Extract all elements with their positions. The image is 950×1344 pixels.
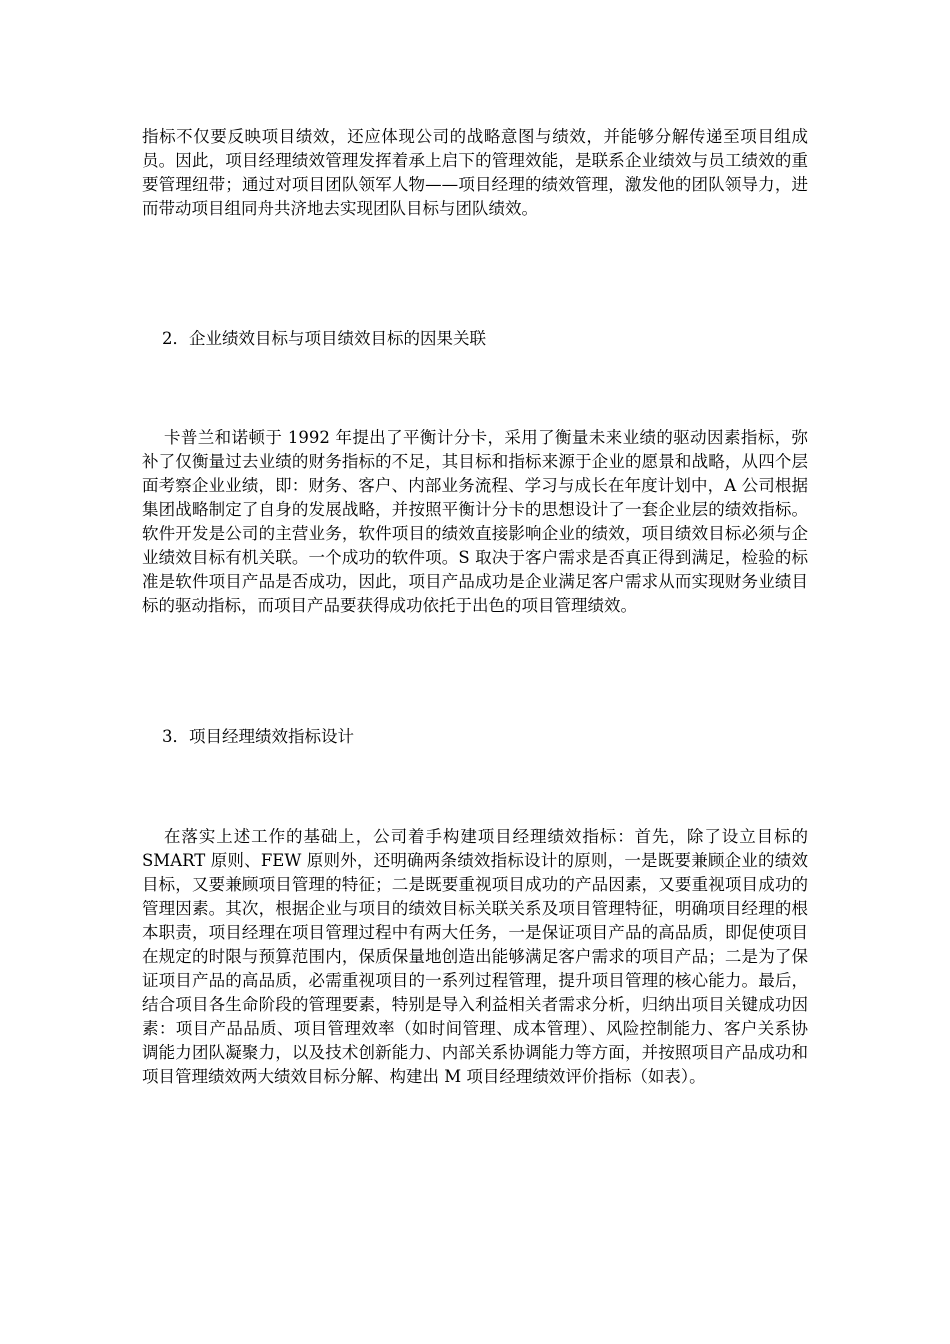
body-paragraph-3: 在落实上述工作的基础上，公司着手构建项目经理绩效指标：首先，除了设立目标的 SMART 原则、FEW 原则外，还明确两条绩效指标设计的原则，一是既要兼顾企业的绩效目标，又要兼顾项目管理的特征；二是既要重视项目成功的产品因素，又要重视项目成功的管理因素。其次，根据企业与项目的绩效目标关联关系及项目管理特征，明确项目经理的根本职责，项目经理在项目管理过程中有两大任务，一是保证项目产品的高品质，即促使项目在规定的时限与预算范围内，保质保量地创造出能够满足客户需求的项目产品；二是为了保证项目产品的高品质，必需重视项目的一系列过程管理，提升项目管理的核心能力。最后，结合项目各生命阶段的管理要素，特别是导入利益相关者需求分析，归纳出项目关键成功因素：项目产品品质、项目管理效率（如时间管理、成本管理）、风险控制能力、客户关系协调能力团队凝聚力，以及技术创新能力、内部关系协调能力等方面，并按照项目产品成功和项目管理绩效两大绩效目标分解、构建出 M 项目经理绩效评价指标（如表）。 xyxy=(142,827,808,1086)
body-paragraph-1: 指标不仅要反映项目绩效，还应体现公司的战略意图与绩效，并能够分解传递至项目组成员。因此，项目经理绩效管理发挥着承上启下的管理效能，是联系企业绩效与员工绩效的重要管理纽带；通过对项目团队领军人物——项目经理的绩效管理，激发他的团队领导力，进而带动项目组同舟共济地去实现团队目标与团队绩效。 xyxy=(142,127,808,218)
body-paragraph-2: 卡普兰和诺顿于 1992 年提出了平衡计分卡，采用了衡量未来业绩的驱动因素指标，弥补了仅衡量过去业绩的财务指标的不足，其目标和指标来源于企业的愿景和战略，从四个层面考察企业业绩，即：财务、客户、内部业务流程、学习与成长在年度计划中，A 公司根据集团战略制定了自身的发展战略，并按照平衡计分卡的思想设计了一套企业层的绩效指标。软件开发是公司的主营业务，软件项目的绩效直接影响企业的绩效，项目绩效目标必须与企业绩效目标有机关联。一个成功的软件项。S 取决于客户需求是否真正得到满足，检验的标准是软件项目产品是否成功，因此，项目产品成功是企业满足客户需求从而实现财务业绩目标的驱动指标，而项目产品要获得成功依托于出色的项目管理绩效。 xyxy=(142,428,808,615)
section-heading-3: 3．项目经理绩效指标设计 xyxy=(162,727,354,746)
section-heading-2: 2．企业绩效目标与项目绩效目标的因果关联 xyxy=(162,329,486,348)
